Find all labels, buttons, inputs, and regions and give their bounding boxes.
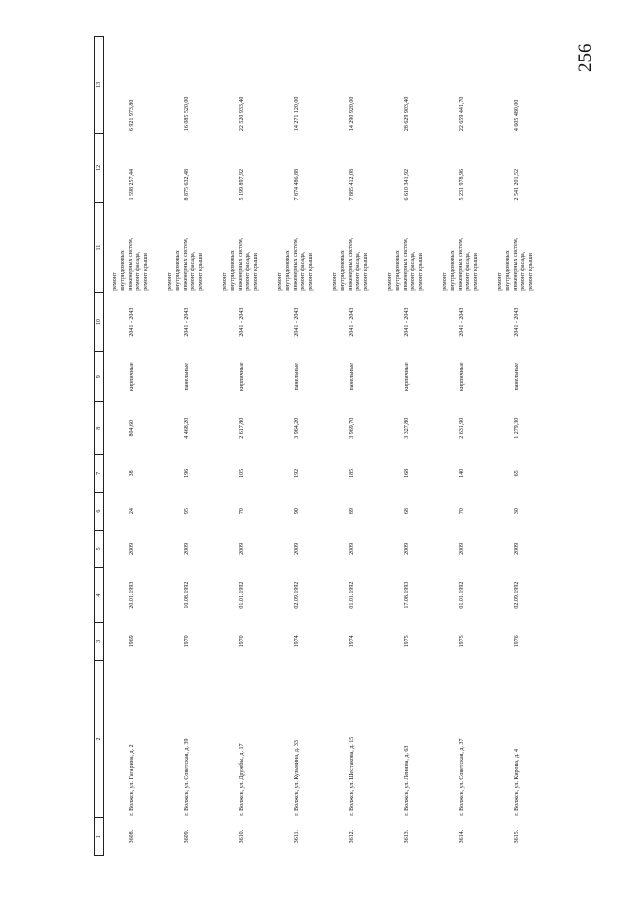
table-row xyxy=(434,37,489,856)
column-header: 4 xyxy=(95,568,104,623)
last-overhaul-year-cell: 2009 xyxy=(458,542,465,555)
row-id: 3615. xyxy=(513,829,520,844)
address-cell: г. Волжск, ул. Ленина, д. 63 xyxy=(403,745,410,816)
cost-engineering-cell: 7 874 486,88 xyxy=(293,168,300,201)
cost-total-cell: 16 085 520,00 xyxy=(183,96,190,132)
value-cell: 90 xyxy=(293,508,300,515)
cost-total-cell: 22 520 933,40 xyxy=(238,96,245,132)
value-cell: 70 xyxy=(458,508,465,515)
value-cell: 65 xyxy=(513,470,520,477)
works-cell: ремонт внутридомовых инженерных систем, ремонт фасада, ремонт крыши xyxy=(222,237,260,291)
row-id: 3613. xyxy=(403,829,410,844)
works-cell: ремонт внутридомовых инженерных систем, ремонт фасада, ремонт крыши xyxy=(277,237,315,291)
last-overhaul-year-cell: 2009 xyxy=(293,542,300,555)
privatization-date-cell: 01.01.1992 xyxy=(348,581,355,609)
value-cell: 38 xyxy=(128,470,135,477)
year-built-cell: 1974 xyxy=(348,635,355,648)
wall-material-cell: кирпичные xyxy=(458,362,465,391)
table-row xyxy=(159,37,214,856)
privatization-date-cell: 20.01.1993 xyxy=(128,581,135,609)
overhaul-table xyxy=(94,36,544,856)
column-header: 10 xyxy=(95,293,104,352)
row-id: 3612. xyxy=(348,829,355,844)
wall-material-cell: панельные xyxy=(513,363,520,391)
rotated-table-wrapper xyxy=(94,36,604,856)
last-overhaul-year-cell: 2009 xyxy=(238,542,245,555)
column-header: 7 xyxy=(95,454,104,492)
column-header: 8 xyxy=(95,402,104,454)
column-number-row xyxy=(95,37,104,856)
row-id: 3614. xyxy=(458,829,465,844)
works-cell: ремонт внутридомовых инженерных систем, ремонт фасада, ремонт крыши xyxy=(442,237,480,291)
table-row xyxy=(269,37,324,856)
wall-material-cell: кирпичные xyxy=(128,362,135,391)
area-cell: 804,60 xyxy=(128,419,135,437)
works-cell: ремонт внутридомовых инженерных систем, ремонт фасада, ремонт крыши xyxy=(112,237,150,291)
value-cell: 185 xyxy=(348,468,355,478)
table-row xyxy=(104,37,160,856)
privatization-date-cell: 01.01.1992 xyxy=(238,581,245,609)
column-header: 3 xyxy=(95,622,104,660)
last-overhaul-year-cell: 2009 xyxy=(403,542,410,555)
period-cell: 2041 - 2043 xyxy=(293,307,300,337)
table-row xyxy=(214,37,269,856)
value-cell: 68 xyxy=(403,508,410,515)
value-cell: 196 xyxy=(183,468,190,478)
cost-total-cell: 4 605 480,00 xyxy=(513,99,520,132)
wall-material-cell: кирпичные xyxy=(238,362,245,391)
address-cell: г. Волжск, ул. Кузьмина, д. 33 xyxy=(293,740,300,816)
privatization-date-cell: 01.01.1992 xyxy=(458,581,465,609)
cost-engineering-cell: 2 541 201,52 xyxy=(513,168,520,201)
cost-total-cell: 22 659 441,70 xyxy=(458,96,465,132)
wall-material-cell: панельные xyxy=(293,363,300,391)
last-overhaul-year-cell: 2009 xyxy=(128,542,135,555)
cost-engineering-cell: 5 231 978,96 xyxy=(458,168,465,201)
year-built-cell: 1976 xyxy=(513,635,520,648)
period-cell: 2041 - 2043 xyxy=(458,307,465,337)
year-built-cell: 1975 xyxy=(403,635,410,648)
year-built-cell: 1975 xyxy=(458,635,465,648)
year-built-cell: 1974 xyxy=(293,635,300,648)
table-row xyxy=(324,37,379,856)
value-cell: 105 xyxy=(238,468,245,478)
privatization-date-cell: 02.09.1992 xyxy=(513,581,520,609)
wall-material-cell: панельные xyxy=(183,363,190,391)
value-cell: 140 xyxy=(458,468,465,478)
area-cell: 3 327,80 xyxy=(403,417,410,439)
cost-engineering-cell: 7 885 412,08 xyxy=(348,168,355,201)
value-cell: 30 xyxy=(513,508,520,515)
year-built-cell: 1970 xyxy=(238,635,245,648)
cost-engineering-cell: 6 610 341,92 xyxy=(403,168,410,201)
column-header: 12 xyxy=(95,133,104,202)
address-cell: г. Волжск, ул. Гагарина, д. 2 xyxy=(128,744,135,816)
area-cell: 2 631,90 xyxy=(458,417,465,439)
cost-engineering-cell: 5 199 897,92 xyxy=(238,168,245,201)
area-cell: 3 969,70 xyxy=(348,417,355,439)
privatization-date-cell: 02.09.1992 xyxy=(293,581,300,609)
value-cell: 192 xyxy=(293,468,300,478)
wall-material-cell: панельные xyxy=(348,363,355,391)
period-cell: 2041 - 2043 xyxy=(238,307,245,337)
column-header: 11 xyxy=(95,202,104,292)
column-header: 2 xyxy=(95,660,104,818)
table-row xyxy=(489,37,544,856)
value-cell: 95 xyxy=(183,508,190,515)
column-header: 5 xyxy=(95,530,104,568)
period-cell: 2041 - 2043 xyxy=(513,307,520,337)
works-cell: ремонт внутридомовых инженерных систем, ремонт фасада, ремонт крыши xyxy=(332,237,370,291)
works-cell: ремонт внутридомовых инженерных систем, ремонт фасада, ремонт крыши xyxy=(387,237,425,291)
last-overhaul-year-cell: 2009 xyxy=(348,542,355,555)
value-cell: 24 xyxy=(128,508,135,515)
column-header: 13 xyxy=(95,37,104,134)
address-cell: г. Волжск, ул. Кирова, д. 4 xyxy=(513,748,520,816)
value-cell: 168 xyxy=(403,468,410,478)
address-cell: г. Волжск, ул. Советская, д. 39 xyxy=(183,738,190,816)
period-cell: 2041 - 2043 xyxy=(348,307,355,337)
address-cell: г. Волжск, ул. Дружбы, д. 17 xyxy=(238,743,245,816)
works-cell: ремонт внутридомовых инженерных систем, ремонт фасада, ремонт крыши xyxy=(497,237,535,291)
table-row xyxy=(379,37,434,856)
period-cell: 2041 - 2043 xyxy=(183,307,190,337)
cost-total-cell: 14 271 120,00 xyxy=(293,96,300,132)
column-header: 9 xyxy=(95,352,104,402)
period-cell: 2041 - 2043 xyxy=(128,307,135,337)
value-cell: 89 xyxy=(348,508,355,515)
cost-total-cell: 14 290 920,00 xyxy=(348,96,355,132)
row-id: 3610. xyxy=(238,829,245,844)
area-cell: 2 617,80 xyxy=(238,417,245,439)
area-cell: 1 279,30 xyxy=(513,417,520,439)
area-cell: 3 964,20 xyxy=(293,417,300,439)
value-cell: 70 xyxy=(238,508,245,515)
wall-material-cell: кирпичные xyxy=(403,362,410,391)
last-overhaul-year-cell: 2009 xyxy=(183,542,190,555)
privatization-date-cell: 17.08.1993 xyxy=(403,581,410,609)
table-body xyxy=(104,37,545,856)
works-cell: ремонт внутридомовых инженерных систем, ремонт фасада, ремонт крыши xyxy=(167,237,205,291)
last-overhaul-year-cell: 2009 xyxy=(513,542,520,555)
year-built-cell: 1969 xyxy=(128,635,135,648)
address-cell: г. Волжск, ул. Советская, д. 37 xyxy=(458,738,465,816)
cost-total-cell: 6 921 973,80 xyxy=(128,99,135,132)
cost-engineering-cell: 1 598 257,44 xyxy=(128,168,135,201)
area-cell: 4 468,20 xyxy=(183,417,190,439)
column-header: 1 xyxy=(95,818,104,856)
column-header: 6 xyxy=(95,492,104,530)
year-built-cell: 1970 xyxy=(183,635,190,648)
privatization-date-cell: 10.08.1992 xyxy=(183,581,190,609)
row-id: 3608. xyxy=(128,829,135,844)
page-number: 256 xyxy=(575,43,596,72)
row-id: 3609. xyxy=(183,829,190,844)
period-cell: 2041 - 2043 xyxy=(403,307,410,337)
row-id: 3611. xyxy=(293,829,300,844)
cost-total-cell: 28 629 903,40 xyxy=(403,96,410,132)
cost-engineering-cell: 8 875 632,48 xyxy=(183,168,190,201)
address-cell: г. Волжск, ул. Шестакова, д. 15 xyxy=(348,736,355,816)
